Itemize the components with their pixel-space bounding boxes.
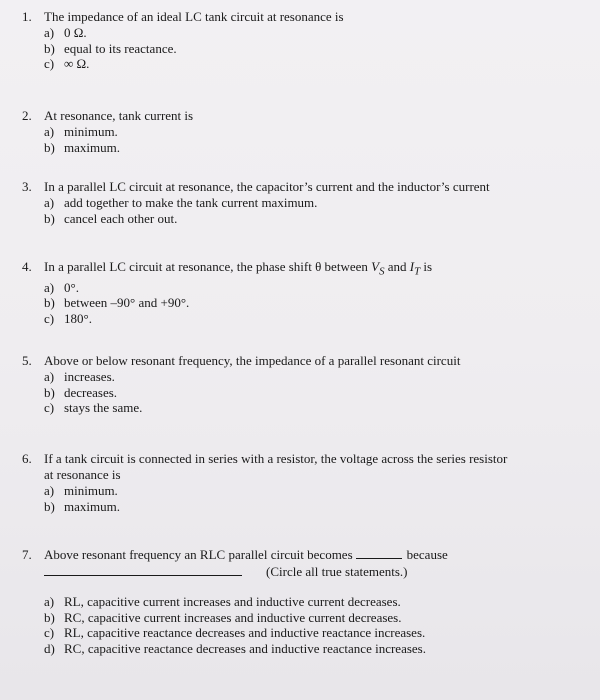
question-text: At resonance, tank current is (44, 108, 194, 123)
option-letter: b) (44, 498, 55, 514)
option-letter: a) (44, 124, 55, 139)
question-text: The impedance of an ideal LC tank circuit at resonance is (44, 9, 344, 24)
question-2 (22, 108, 592, 155)
option-letter: c) (44, 56, 55, 71)
option-text: maximum. (64, 139, 120, 155)
option-text: minimum. (64, 124, 118, 139)
option-letter: c) (44, 625, 55, 640)
question-5 (22, 353, 592, 416)
option-letter: b) (44, 384, 55, 400)
option-letter: b) (44, 210, 55, 226)
option-b[interactable] (44, 385, 592, 401)
fill-in-blank-line[interactable] (44, 563, 242, 576)
question-number: 4. (22, 259, 32, 274)
option-text: RL, capacitive reactance decreases and inductive reactance increases. (64, 625, 426, 640)
option-text: 0 Ω. (64, 25, 87, 40)
option-b[interactable] (44, 41, 592, 57)
question-3 (22, 179, 592, 226)
answer-line-row (44, 563, 592, 580)
question-7 (22, 547, 592, 656)
question-number: 7. (22, 547, 32, 562)
option-d[interactable] (44, 641, 592, 657)
option-letter: d) (44, 640, 55, 656)
option-b[interactable] (44, 140, 592, 156)
option-text: between –90° and +90°. (64, 295, 190, 311)
option-b[interactable] (44, 499, 592, 515)
option-b[interactable] (44, 295, 592, 311)
option-letter: a) (44, 483, 55, 498)
option-text: stays the same. (64, 400, 143, 415)
question-4 (22, 259, 592, 326)
option-letter: a) (44, 279, 55, 295)
option-letter: c) (44, 310, 55, 326)
option-text: equal to its reactance. (64, 40, 177, 56)
option-text: add together to make the tank current maximum. (64, 195, 318, 210)
question-number: 1. (22, 9, 32, 24)
option-letter: b) (44, 609, 55, 625)
option-text: ∞ Ω. (64, 56, 90, 71)
option-text: 0°. (64, 279, 79, 295)
option-a[interactable] (44, 25, 592, 41)
question-text: If a tank circuit is connected in series with a resistor, the voltage across the series resistor (44, 451, 508, 466)
because-text: because (406, 547, 448, 562)
option-a[interactable] (44, 124, 592, 140)
option-a[interactable] (44, 280, 592, 296)
option-text: RC, capacitive current increases and inductive current decreases. (64, 609, 402, 625)
option-letter: b) (44, 295, 55, 311)
option-c[interactable] (44, 311, 592, 327)
option-text: RL, capacitive current increases and inductive current decreases. (64, 594, 401, 609)
option-letter: a) (44, 369, 55, 384)
question-1 (22, 9, 592, 72)
option-letter: a) (44, 25, 55, 40)
option-a[interactable] (44, 369, 592, 385)
option-text: maximum. (64, 498, 120, 514)
option-a[interactable] (44, 483, 592, 499)
it-symbol: $I_T$ (409, 259, 421, 278)
option-c[interactable] (44, 400, 592, 416)
option-c[interactable] (44, 56, 592, 72)
question-text: In a parallel LC circuit at resonance, the phase shift θ between $V_S$ and $I_T$ is (44, 259, 433, 278)
vs-symbol: $V_S$ (371, 259, 385, 278)
option-text: minimum. (64, 483, 118, 498)
question-number: 5. (22, 353, 32, 368)
question-number: 6. (22, 451, 32, 466)
question-text-continued: at resonance is (44, 467, 121, 482)
option-text: decreases. (64, 384, 118, 400)
option-text: 180°. (64, 310, 92, 326)
question-text: In a parallel LC circuit at resonance, the capacitor’s current and the inductor’s current (44, 179, 490, 194)
option-letter: b) (44, 40, 55, 56)
option-letter: a) (44, 594, 55, 609)
option-letter: a) (44, 195, 55, 210)
option-b[interactable] (44, 610, 592, 626)
option-text: increases. (64, 369, 115, 384)
option-b[interactable] (44, 211, 592, 227)
question-6 (22, 451, 592, 514)
option-letter: c) (44, 400, 55, 415)
option-a[interactable] (44, 195, 592, 211)
question-text: Above or below resonant frequency, the impedance of a parallel resonant circuit (44, 353, 461, 368)
option-text: cancel each other out. (64, 210, 178, 226)
fill-in-blank[interactable] (356, 547, 402, 559)
option-text: RC, capacitive reactance decreases and inductive reactance increases. (64, 640, 426, 656)
instruction-note: (Circle all true statements.) (266, 564, 408, 579)
question-text: Above resonant frequency an RLC parallel circuit becomes because (44, 547, 448, 562)
option-a[interactable] (44, 594, 592, 610)
option-letter: b) (44, 139, 55, 155)
question-number: 3. (22, 179, 32, 194)
option-c[interactable] (44, 625, 592, 641)
question-number: 2. (22, 108, 32, 123)
